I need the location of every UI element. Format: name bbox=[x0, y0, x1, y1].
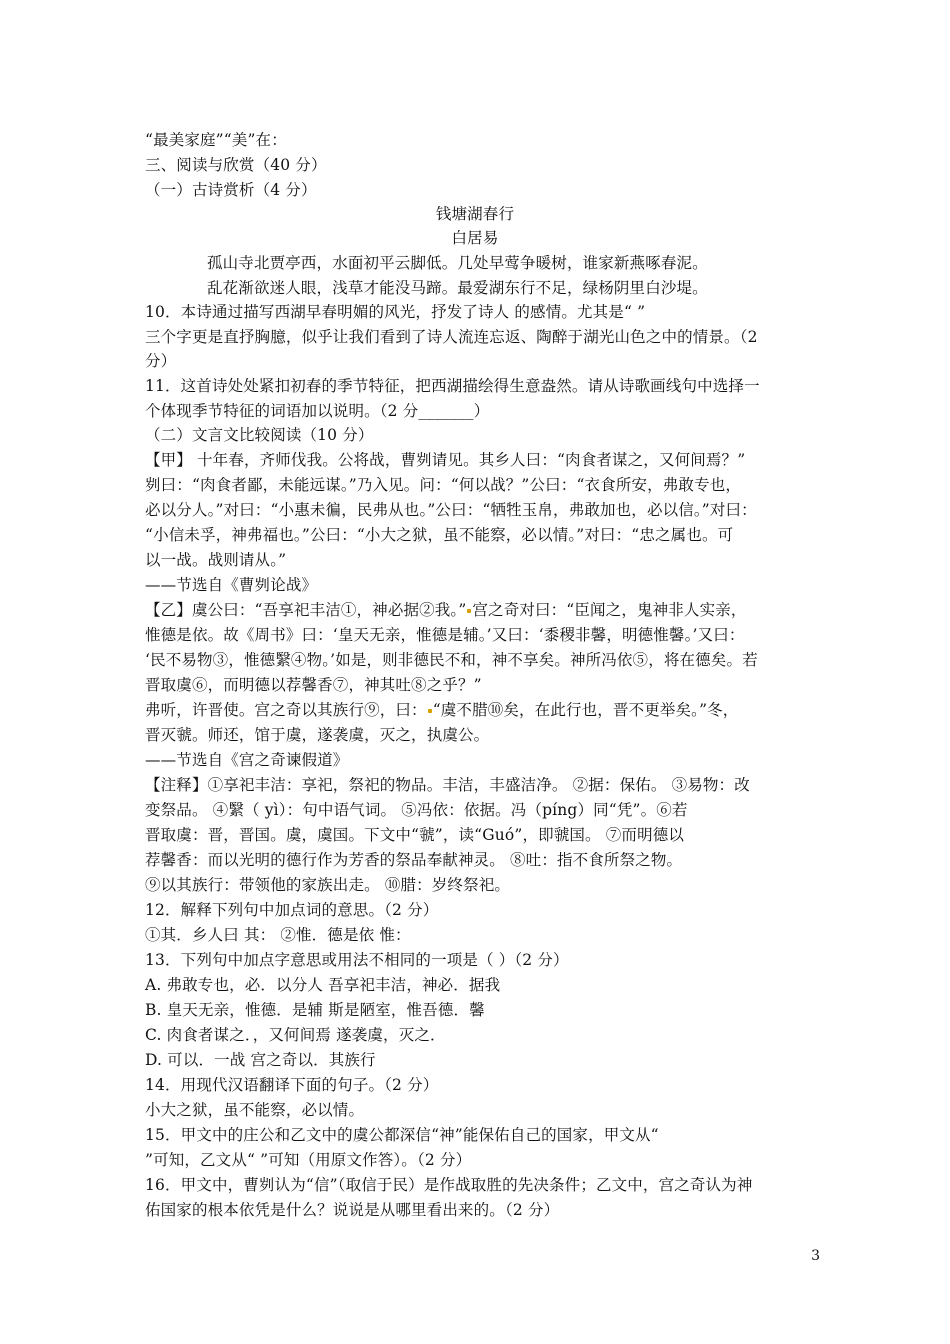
poem-line: 孤山寺北贾亭西，水面初平云脚低。几处早莺争暖树，谁家新燕啄春泥。 bbox=[207, 254, 708, 272]
text-line: ①其．乡人曰 其： ②惟．德是依 惟： bbox=[145, 926, 411, 944]
question-11: 11．这首诗处处紧扣初春的季节特征，把西湖描绘得生意盎然。请从诗歌画线句中选择一 bbox=[145, 377, 760, 395]
question-12: 12．解释下列句中加点词的意思。（2 分） bbox=[145, 901, 439, 919]
text-line: 小大之狱，虽不能察，必以情。 bbox=[145, 1101, 365, 1119]
poem-line: 乱花渐欲迷人眼，浅草才能没马蹄。最爱湖东行不足，绿杨阴里白沙堤。 bbox=[207, 279, 708, 297]
passage-jia-line: 以一战。战则请从。” bbox=[145, 551, 287, 569]
text-line: 个体现季节特征的词语加以说明。（2 分_______） bbox=[145, 402, 490, 420]
text-span: 【乙】虞公曰：“吾享祀丰洁①，神必据②我。” bbox=[145, 601, 467, 619]
question-13: 13．下列句中加点字意思或用法不相同的一项是（ ）（2 分） bbox=[145, 951, 569, 969]
subsection-heading: （一）古诗赏析（4 分） bbox=[145, 181, 317, 199]
option-b: B. 皇天无亲，惟德．是辅 斯是陋室，惟吾德．馨 bbox=[145, 1001, 485, 1019]
question-14: 14．用现代汉语翻译下面的句子。（2 分） bbox=[145, 1076, 439, 1094]
annotation-line: 荐馨香：而以光明的德行作为芳香的祭品奉献神灵。 ⑧吐：指不食所祭之物。 bbox=[145, 851, 683, 869]
passage-yi-line: 惟德是依。故《周书》曰：‘皇天无亲，惟德是辅。’又曰：‘黍稷非馨，明德惟馨。’又曰： bbox=[145, 626, 745, 644]
passage-jia-line: 刿曰：“肉食者鄙，未能远谋。”乃入见。问：“何以战？”公曰：“衣食所安，弗敢专也， bbox=[145, 476, 742, 494]
passage-source: ——节选自《曹刿论战》 bbox=[145, 576, 318, 594]
passage-yi-line: 晋取虞⑥，而明德以荐馨香⑦，神其吐⑧之乎？” bbox=[145, 676, 482, 694]
text-span: 弗听，许晋使。宫之奇以其族行⑨，曰： bbox=[145, 701, 427, 719]
annotation-line: 变祭品。 ④繄（ yì）：句中语气词。 ⑤冯依：依据。冯（píng）同“凭”。⑥若 bbox=[145, 801, 688, 819]
text-line: “最美家庭”“美”在： bbox=[145, 131, 287, 149]
page-number: 3 bbox=[811, 1248, 820, 1264]
text-span: 宫之奇对曰：“臣闻之，鬼神非人实亲， bbox=[472, 601, 747, 619]
text-line: 分） bbox=[145, 352, 177, 370]
section-heading: 三、阅读与欣赏（40 分） bbox=[145, 156, 327, 174]
highlight-mark bbox=[428, 709, 432, 713]
text-span: “虞不腊⑩矣，在此行也，晋不更举矣。”冬， bbox=[432, 701, 739, 719]
poem-title: 钱塘湖春行 bbox=[435, 205, 515, 223]
passage-jia-line: “小信未孚，神弗福也。”公曰：“小大之狱，虽不能察，必以情。”对曰：“忠之属也。可 bbox=[145, 526, 734, 544]
passage-source: ——节选自《宫之奇谏假道》 bbox=[145, 751, 349, 769]
text-line: 三个字更是直抒胸臆，似乎让我们看到了诗人流连忘返、陶醉于湖光山色之中的情景。（2 bbox=[145, 328, 758, 346]
text-line: ”可知，乙文从“ ”可知（用原文作答）。（2 分） bbox=[145, 1151, 472, 1169]
passage-yi-line: 晋灭虢。师还，馆于虞，遂袭虞，灭之，执虞公。 bbox=[145, 726, 490, 744]
option-d: D. 可以．一战 宫之奇以．其族行 bbox=[145, 1051, 376, 1069]
annotation-line: ⑨以其族行：带领他的家族出走。 ⑩腊：岁终祭祀。 bbox=[145, 876, 511, 894]
annotation-line: 【注释】①享祀丰洁：享祀，祭祀的物品。丰洁，丰盛洁净。 ②据：保佑。 ③易物：改 bbox=[145, 776, 750, 794]
passage-jia-line: 【甲】 十年春，齐师伐我。公将战，曹刿请见。其乡人曰：“肉食者谋之，又何间焉？” bbox=[145, 451, 746, 469]
subsection-heading: （二）文言文比较阅读（10 分） bbox=[145, 426, 374, 444]
question-16: 16．甲文中，曹刿认为“信”（取信于民）是作战取胜的先决条件；乙文中，宫之奇认为神 bbox=[145, 1176, 753, 1194]
passage-yi-line bbox=[145, 700, 825, 720]
text-line: 佑国家的根本依凭是什么？说说是从哪里看出来的。（2 分） bbox=[145, 1201, 560, 1219]
passage-yi-line bbox=[145, 600, 825, 620]
question-15: 15．甲文中的庄公和乙文中的虞公都深信“神”能保佑自己的国家，甲文从“ bbox=[145, 1126, 659, 1144]
passage-yi-line: ‘民不易物③，惟德繄④物。’如是，则非德民不和，神不享矣。神所冯依⑤，将在德矣。若 bbox=[145, 651, 758, 669]
annotation-line: 晋取虞：晋，晋国。虞，虞国。下文中“虢”，读“Guó”，即虢国。 ⑦而明德以 bbox=[145, 826, 685, 844]
passage-jia-line: 必以分人。”对曰：“小惠未徧，民弗从也。”公曰：“牺牲玉帛，弗敢加也，必以信。”对曰： bbox=[145, 501, 757, 519]
highlight-mark bbox=[467, 609, 471, 613]
poem-author: 白居易 bbox=[451, 229, 499, 247]
question-10: 10．本诗通过描写西湖早春明媚的风光，抒发了诗人 的感情。尤其是“ ” bbox=[145, 303, 646, 321]
option-c: C. 肉食者谋之．，又何间焉 遂袭虞，灭之． bbox=[145, 1026, 446, 1044]
option-a: A. 弗敢专也，必．以分人 吾享祀丰洁，神必．据我 bbox=[145, 976, 501, 994]
